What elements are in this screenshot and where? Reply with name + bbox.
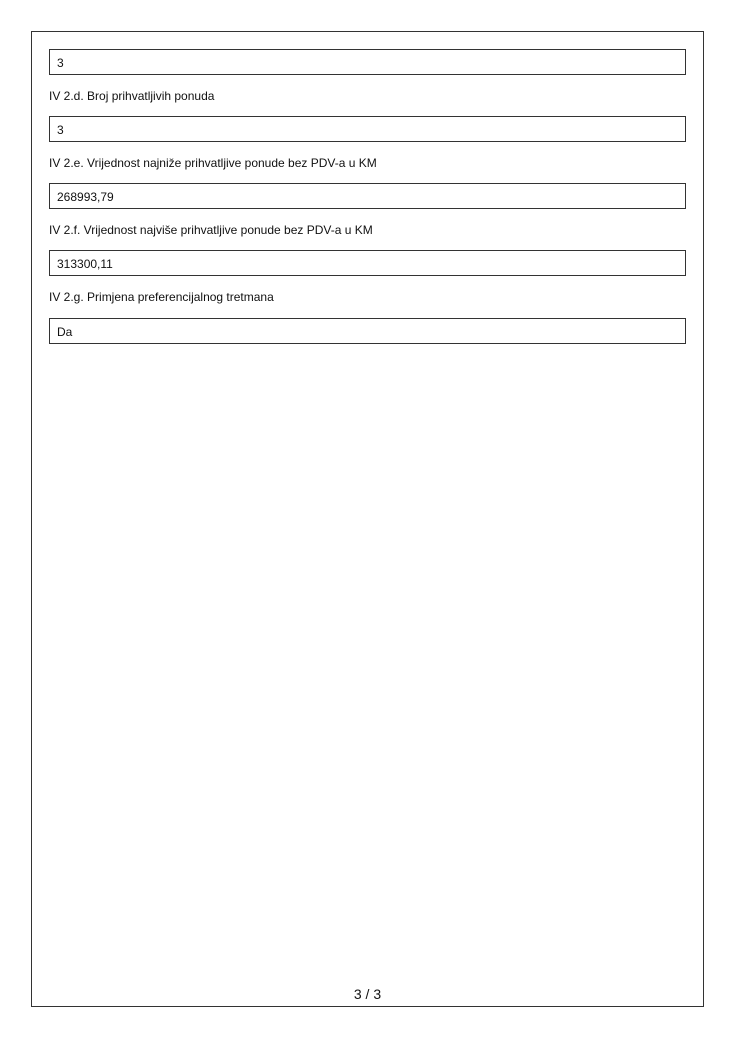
- field-value-highest-offer-value: 313300,11: [49, 250, 686, 276]
- field-label-highest-offer-value: IV 2.f. Vrijednost najviše prihvatljive ponude bez PDV-a u KM: [49, 223, 373, 237]
- field-value-accepted-offers-count: 3: [49, 116, 686, 142]
- field-label-preferential-treatment: IV 2.g. Primjena preferencijalnog tretmana: [49, 290, 274, 304]
- field-label-lowest-offer-value: IV 2.e. Vrijednost najniže prihvatljive ponude bez PDV-a u KM: [49, 156, 377, 170]
- field-value-previous: 3: [49, 49, 686, 75]
- field-value-lowest-offer-value: 268993,79: [49, 183, 686, 209]
- field-value-preferential-treatment: Da: [49, 318, 686, 344]
- field-label-accepted-offers-count: IV 2.d. Broj prihvatljivih ponuda: [49, 89, 215, 103]
- page-frame: [31, 31, 704, 1007]
- page-number: 3 / 3: [353, 986, 382, 1002]
